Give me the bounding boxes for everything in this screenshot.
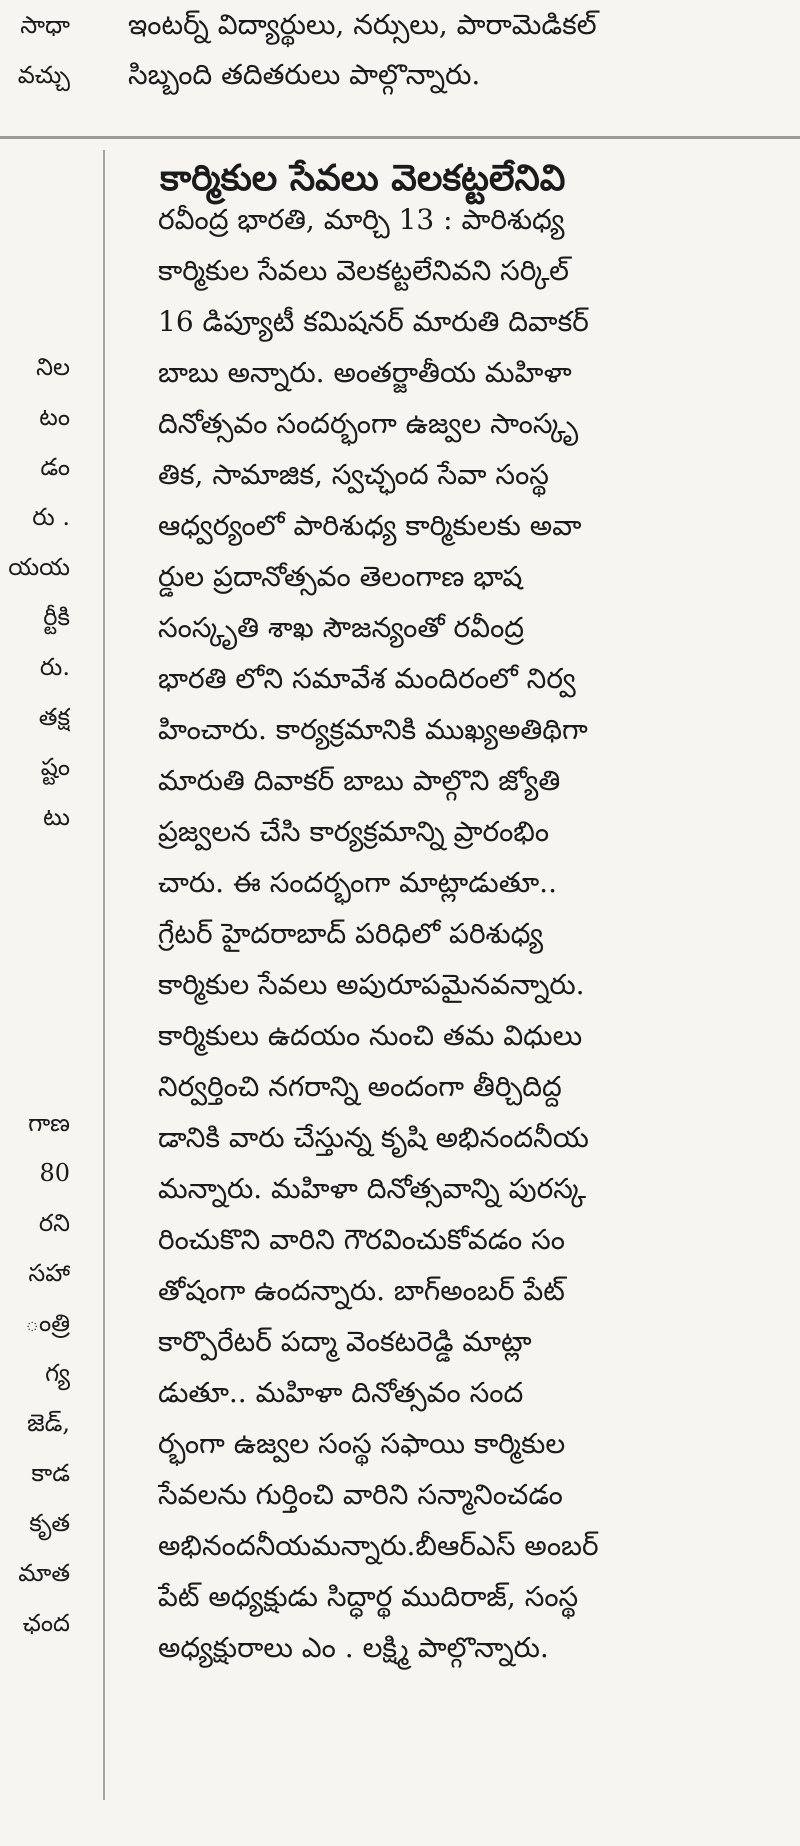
article-line: తోషంగా ఉందన్నారు. బాగ్అంబర్ పేట్ [158, 1274, 565, 1307]
left-column-middle-line: ష్టం [40, 753, 70, 781]
article-line: బాబు అన్నారు. అంతర్జాతీయ మహిళా [158, 356, 572, 389]
article-line: మన్నారు. మహిళా దినోత్సవాన్ని పురస్క [158, 1172, 586, 1205]
left-column-bottom-line: 80 [39, 1159, 70, 1187]
left-column-bottom-line: ఛంద [22, 1609, 70, 1637]
left-column-middle-line: రు. [39, 653, 70, 681]
right-column-top-fragment [128, 0, 738, 100]
left-column-middle-line: యయ [8, 553, 70, 581]
left-column-bottom-line: గాణ [28, 1109, 70, 1137]
article-line: నిర్వర్తించి నగరాన్ని అందంగా తీర్చిదిద్ద [158, 1070, 562, 1103]
article-line: గ్రేటర్ హైదరాబాద్ పరిధిలో పరిశుధ్య [158, 917, 544, 950]
article-line: పేట్ అధ్యక్షుడు సిద్ధార్థ ముదిరాజ్, సంస్థ [158, 1580, 579, 1613]
left-column-middle-line: టం [39, 403, 70, 431]
left-column-bottom-line: మాత [18, 1559, 70, 1587]
top-rule [0, 136, 800, 139]
left-column-middle-fragment [0, 342, 70, 842]
article-line: అభినందనీయమన్నారు.బీఆర్ఎస్ అంబర్ [158, 1529, 599, 1562]
article-line: సంస్కృతి శాఖ సౌజన్యంతో రవీంద్ర [158, 611, 525, 644]
article-line: ర్భంగా ఉజ్వల సంస్థ సఫాయి కార్మికుల [158, 1427, 566, 1460]
article-line: హించారు. కార్యక్రమానికి ముఖ్యఅతిథిగా [158, 713, 588, 746]
left-column-middle-line: టు [43, 803, 70, 831]
article-line: భారతి లోని సమావేశ మందిరంలో నిర్వ [158, 662, 576, 695]
article-line: తిక, సామాజిక, స్వచ్ఛంద సేవా సంస్థ [158, 458, 549, 491]
left-column-middle-line: ర్టీకి [43, 603, 70, 631]
article-line: కార్మికుల సేవలు వెలకట్టలేనివని సర్కిల్ [158, 254, 569, 287]
right-column-top-line: ఇంటర్న్ విద్యార్థులు, నర్సులు, పారామెడికల్ [128, 8, 597, 41]
article-line: సేవలను గుర్తించి వారిని సన్మానించడం [158, 1478, 563, 1511]
article-line: డానికి వారు చేస్తున్న కృషి అభినందనీయ [158, 1121, 589, 1154]
left-column-top-fragment [0, 0, 70, 100]
left-column-bottom-line: కృత [29, 1509, 70, 1537]
article-line: రించుకొని వారిని గౌరవించుకోవడం సం [158, 1223, 565, 1256]
article-line: ర్డుల ప్రదానోత్సవం తెలంగాణ భాష [158, 560, 523, 593]
left-column-middle-line: రు . [32, 503, 70, 531]
article-line: అధ్యక్షురాలు ఎం . లక్ష్మి పాల్గొన్నారు. [158, 1631, 549, 1664]
article-line: మారుతి దివాకర్ బాబు పాల్గొని జ్యోతి [158, 764, 561, 797]
article-line: 16 డిప్యూటీ కమిషనర్ మారుతి దివాకర్ [158, 305, 589, 338]
article-line: కార్మికుల సేవలు అపురూపమైనవన్నారు. [158, 968, 585, 1001]
left-column-bottom-line: సహా [28, 1259, 70, 1287]
left-column-middle-line: తక్ష [38, 703, 70, 731]
article-line: రవీంద్ర భారతి, మార్చి 13 : పారిశుధ్య [158, 203, 565, 236]
article-line: చారు. ఈ సందర్భంగా మాట్లాడుతూ.. [158, 866, 557, 899]
left-column-top-line: సాధా [20, 11, 70, 39]
left-column-middle-line: డం [40, 453, 70, 481]
left-column-top-line: వచ్చు [17, 61, 70, 89]
article-line: ఆధ్వర్యంలో పారిశుధ్య కార్మికులకు అవా [158, 509, 582, 542]
article-line: ప్రజ్వలన చేసి కార్యక్రమాన్ని ప్రారంభిం [158, 815, 550, 848]
left-column-bottom-fragment [0, 1098, 70, 1648]
column-divider [103, 150, 105, 1800]
left-column-bottom-line: కాడ [31, 1459, 70, 1487]
left-column-middle-line: నిల [36, 353, 70, 381]
article-headline: కార్మికుల సేవలు వెలకట్టలేనివి [160, 158, 566, 199]
article-line: కార్మికులు ఉదయం నుంచి తమ విధులు [158, 1019, 583, 1052]
article-line: డుతూ.. మహిళా దినోత్సవం సంద [158, 1376, 524, 1409]
left-column-bottom-line: గ్య [45, 1359, 70, 1387]
left-column-bottom-line: రని [38, 1209, 70, 1237]
article-line: దినోత్సవం సందర్భంగా ఉజ్వల సాంస్కృ [158, 407, 579, 440]
right-column-top-line: సిబ్బంది తదితరులు పాల్గొన్నారు. [128, 58, 481, 91]
article-body [158, 194, 758, 1673]
left-column-bottom-line: ంత్రి [25, 1309, 70, 1337]
article-line: కార్పొరేటర్ పద్మా వెంకటరెడ్డి మాట్లా [158, 1325, 532, 1358]
left-column-bottom-line: జెడ్, [27, 1409, 70, 1437]
